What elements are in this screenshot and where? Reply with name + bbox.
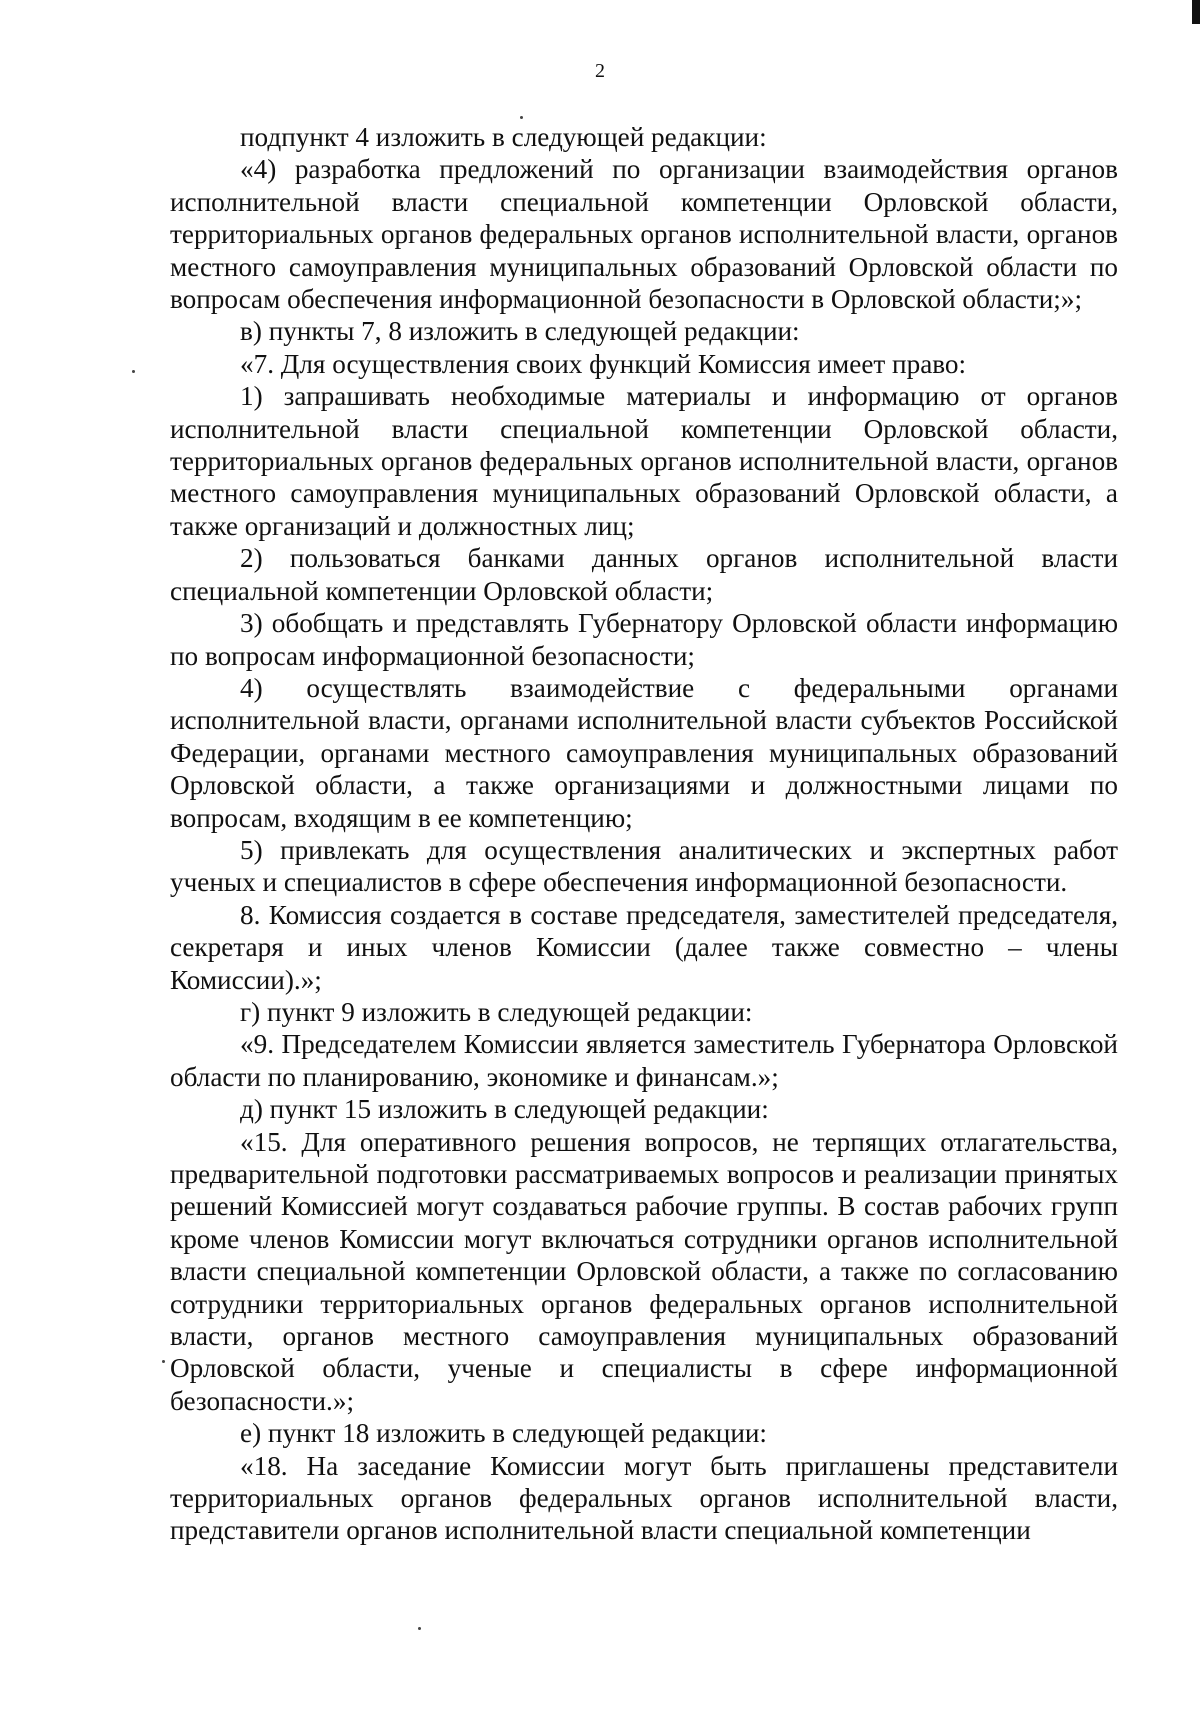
scan-speck	[162, 1360, 165, 1363]
paragraph: «7. Для осуществления своих функций Комиссия имеет право:	[240, 348, 967, 379]
paragraph: «15. Для оперативного решения вопросов, не терпящих отлагательства, предварительной подготовки рассматриваемых вопросов и реализации принятых решений Комиссией могут создаваться рабочие группы. В состав рабочих групп кроме членов Комиссии могут включаться сотрудники органов исполнительной власти специальной компетенции Орловской области, а также по согласованию сотрудники территориальных органов федеральных органов исполнительной власти, органов местного самоуправления муниципальных образований Орловской области, ученые и специалисты в сфере информационной безопасности.»;	[170, 1126, 1118, 1416]
paragraph: «18. На заседание Комиссии могут быть приглашены представители территориальных органов федеральных органов исполнительной власти, представители органов исполнительной власти специальной компетенции	[170, 1450, 1118, 1546]
paragraph: 1) запрашивать необходимые материалы и информацию от органов исполнительной власти специальной компетенции Орловской области, территориальных органов федеральных органов исполнительной власти, органов местного самоуправления муниципальных образований Орловской области, а также организаций и должностных лиц;	[170, 381, 1118, 541]
scan-speck	[520, 116, 523, 119]
scan-edge-mark	[1192, 0, 1200, 24]
paragraph: 2) пользоваться банками данных органов исполнительной власти специальной компетенции Орловской области;	[170, 543, 1118, 606]
paragraph: 8. Комиссия создается в составе председателя, заместителей председателя, секретаря и иных членов Комиссии (далее также совместно – члены Комиссии).»;	[170, 899, 1118, 995]
paragraph: подпункт 4 изложить в следующей редакции:	[240, 122, 767, 152]
paragraph: в) пункты 7, 8 изложить в следующей редакции:	[240, 316, 800, 347]
paragraph: «9. Председателем Комиссии является заместитель Губернатора Орловской области по планированию, экономике и финансам.»;	[170, 1029, 1118, 1092]
paragraph: 4) осуществлять взаимодействие с федеральными органами исполнительной власти, органами исполнительной власти субъектов Российской Федерации, органами местного самоуправления муниципальных образований Орловской области, а также организациями и должностными лицами по вопросам, входящим в ее компетенцию;	[170, 672, 1118, 833]
page-number: 2	[595, 60, 605, 82]
scan-speck	[418, 1627, 421, 1630]
paragraph: г) пункт 9 изложить в следующей редакции:	[240, 996, 753, 1027]
paragraph: 5) привлекать для осуществления аналитических и экспертных работ ученых и специалистов в сфере обеспечения информационной безопасности.	[170, 834, 1118, 898]
document-body	[170, 121, 1118, 1547]
paragraph: «4) разработка предложений по организации взаимодействия органов исполнительной власти специальной компетенции Орловской области, территориальных органов федеральных органов исполнительной власти, органов местного самоуправления муниципальных образований Орловской области по вопросам обеспечения информационной безопасности в Орловской области;»;	[170, 154, 1118, 315]
paragraph: д) пункт 15 изложить в следующей редакции:	[240, 1094, 769, 1125]
scan-speck	[132, 370, 135, 373]
paragraph: 3) обобщать и представлять Губернатору Орловской области информацию по вопросам информационной безопасности;	[170, 608, 1118, 671]
paragraph: е) пункт 18 изложить в следующей редакции:	[240, 1418, 767, 1449]
